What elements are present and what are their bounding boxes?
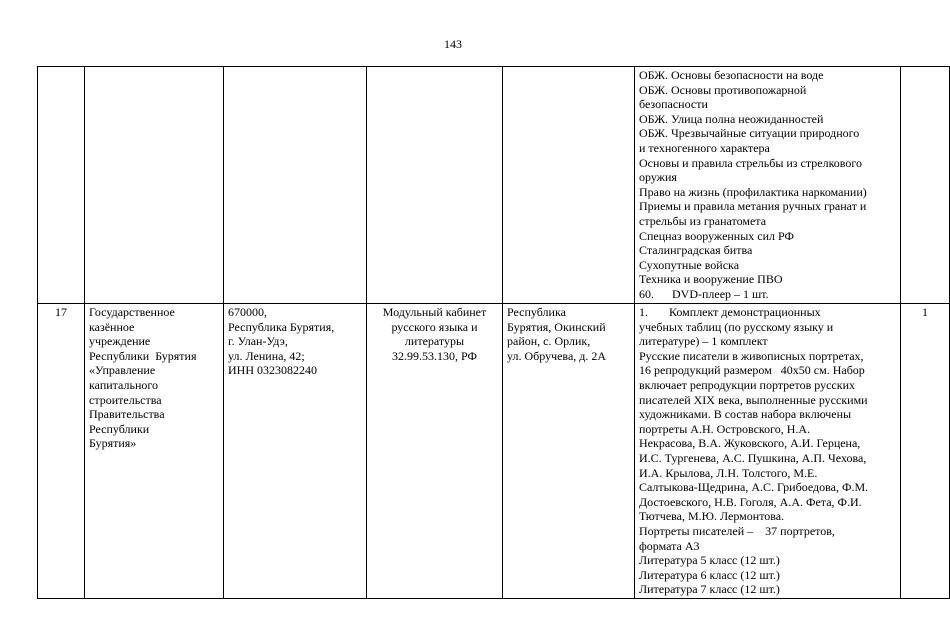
equipment-line: Спецназ вооруженных сил РФ bbox=[639, 228, 794, 243]
equipment-line: Сухопутные войска bbox=[639, 257, 740, 272]
cell-equipment bbox=[635, 304, 901, 599]
object-line: литературы bbox=[404, 334, 465, 349]
equipment-line: включает репродукции портретов русских bbox=[639, 377, 856, 392]
equipment-line: формата А3 bbox=[639, 538, 700, 553]
equipment-line: Литература 6 класс (12 шт.) bbox=[639, 567, 780, 582]
equipment-line: Приемы и правила метания ручных гранат и bbox=[639, 199, 867, 214]
address-line: ИНН 0323082240 bbox=[228, 363, 317, 378]
organization-line: Республики Бурятия bbox=[89, 348, 197, 363]
cell-object bbox=[367, 67, 503, 304]
table-row-17 bbox=[38, 304, 950, 599]
organization-line: «Управление bbox=[89, 363, 156, 378]
equipment-line: художниками. В состав набора включены bbox=[639, 407, 852, 422]
organization-line: строительства bbox=[89, 392, 162, 407]
table-row-continued bbox=[38, 67, 950, 304]
equipment-line: Достоевского, Н.В. Гоголя, А.А. Фета, Ф.И. bbox=[639, 494, 862, 509]
organization-line: учреждение bbox=[89, 334, 151, 349]
equipment-line: Тютчева, М.Ю. Лермонтова. bbox=[639, 509, 785, 524]
equipment-line: ОБЖ. Чрезвычайные ситуации природного bbox=[639, 126, 860, 141]
cell-address bbox=[224, 304, 367, 599]
equipment-line: И.А. Крылова, Л.Н. Толстого, М.Е. bbox=[639, 465, 818, 480]
equipment-line: Некрасова, В.А. Жуковского, А.И. Герцена, bbox=[639, 436, 861, 451]
address-line: Республика Бурятия, bbox=[228, 319, 335, 334]
equipment-table bbox=[37, 66, 950, 599]
cell-organization bbox=[85, 304, 224, 599]
address-line: 670000, bbox=[228, 305, 267, 319]
equipment-line: учебных таблиц (по русскому языку и bbox=[639, 319, 834, 334]
equipment-line: Литература 5 класс (12 шт.) bbox=[639, 553, 780, 568]
equipment-line: 60. DVD-плеер – 1 шт. bbox=[639, 286, 769, 301]
equipment-line: писателей XIX века, выполненные русскими bbox=[639, 392, 868, 407]
address-line: ул. Ленина, 42; bbox=[228, 348, 305, 363]
equipment-line: и техногенного характера bbox=[639, 140, 770, 155]
equipment-line: портреты А.Н. Островского, Н.А. bbox=[639, 421, 811, 436]
equipment-line: Литература 7 класс (12 шт.) bbox=[639, 582, 780, 597]
equipment-line: Основы и правила стрельбы из стрелкового bbox=[639, 155, 863, 170]
location-line: Республика bbox=[507, 305, 566, 319]
cell-number bbox=[38, 67, 85, 304]
cell-equipment bbox=[635, 67, 901, 304]
organization-line: Республики bbox=[89, 421, 150, 436]
cell-number: 17 bbox=[38, 304, 85, 599]
cell-address bbox=[224, 67, 367, 304]
cell-location bbox=[503, 304, 635, 599]
equipment-line: И.С. Тургенева, А.С. Пушкина, А.П. Чехова, bbox=[639, 450, 867, 465]
page-number: 143 bbox=[444, 37, 462, 51]
location-line: Бурятия, Окинский bbox=[507, 319, 606, 334]
location-line: район, с. Орлик, bbox=[507, 334, 591, 349]
organization-line: Государственное bbox=[89, 305, 175, 319]
equipment-line: Русские писатели в живописных портретах, bbox=[639, 348, 864, 363]
address-line: г. Улан-Удэ, bbox=[228, 334, 288, 349]
equipment-line: ОБЖ. Основы противопожарной bbox=[639, 82, 807, 97]
cell-location bbox=[503, 67, 635, 304]
equipment-line: литературе) – 1 комплект bbox=[639, 334, 768, 349]
equipment-line: Портреты писателей – 37 портретов, bbox=[639, 523, 835, 538]
organization-line: казённое bbox=[89, 319, 135, 334]
equipment-line: Сталинградская битва bbox=[639, 243, 753, 258]
cell-object bbox=[367, 304, 503, 599]
equipment-line: 1. Комплект демонстрационных bbox=[639, 305, 821, 319]
object-line: 32.99.53.130, РФ bbox=[392, 348, 477, 363]
equipment-line: Салтыкова-Щедрина, А.С. Грибоедова, Ф.М. bbox=[639, 480, 869, 495]
equipment-line: Право на жизнь (профилактика наркомании) bbox=[639, 184, 867, 199]
equipment-line: оружия bbox=[639, 170, 677, 185]
object-line: Модульный кабинет bbox=[382, 305, 487, 319]
location-line: ул. Обручева, д. 2А bbox=[507, 348, 607, 363]
object-line: русского языка и bbox=[391, 319, 478, 334]
equipment-line: ОБЖ. Основы безопасности на воде bbox=[639, 68, 824, 82]
equipment-line: стрельбы из гранатомета bbox=[639, 213, 767, 228]
organization-line: Бурятия» bbox=[89, 436, 137, 451]
organization-line: Правительства bbox=[89, 407, 165, 422]
cell-organization bbox=[85, 67, 224, 304]
cell-quantity: 1 bbox=[901, 304, 950, 599]
organization-line: капитального bbox=[89, 377, 158, 392]
equipment-line: ОБЖ. Улица полна неожиданностей bbox=[639, 111, 824, 126]
cell-quantity bbox=[901, 67, 950, 304]
equipment-line: безопасности bbox=[639, 97, 708, 112]
equipment-line: Техника и вооружение ПВО bbox=[639, 272, 783, 287]
equipment-line: 16 репродукций размером 40х50 см. Набор bbox=[639, 363, 865, 378]
